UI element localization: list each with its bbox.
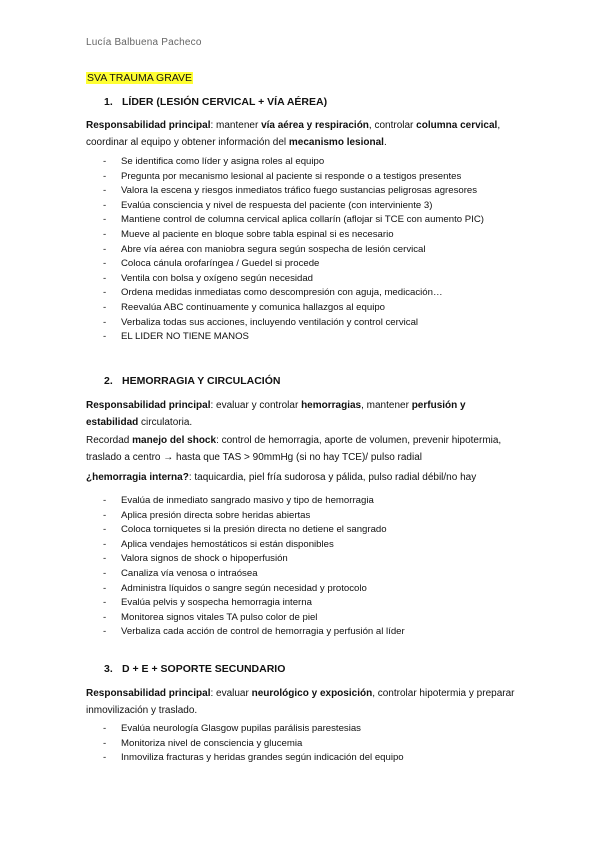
list-item: - Evalúa consciencia y nivel de respuesta del paciente (con interviniente 3)	[103, 199, 433, 211]
list-item: - Ventila con bolsa y oxígeno según necesidad	[103, 272, 314, 284]
section-3-list	[103, 722, 404, 766]
list-item: - Coloca torniquetes si la presión directa no detiene el sangrado	[103, 524, 387, 536]
list-item: - EL LIDER NO TIENE MANOS	[103, 331, 249, 343]
list-item: - Coloca cánula orofaríngea / Guedel si procede	[103, 258, 320, 270]
list-item: - Evalúa de inmediato sangrado masivo y tipo de hemorragia	[103, 495, 374, 506]
list-item: - Evalúa pelvis y sospecha hemorragia interna	[103, 597, 312, 609]
section-2-heading: 2. HEMORRAGIA Y CIRCULACIÓN	[104, 375, 281, 387]
document-title: SVA TRAUMA GRAVE	[87, 72, 193, 84]
list-item: - Reevalúa ABC continuamente y comunica hallazgos al equipo	[103, 301, 385, 313]
shock-management-note: Recordad manejo del shock: control de hemorragia, aporte de volumen, prevenir hipotermia, traslado a centro → hasta que TAS > 90mmHg (si no hay TCE)/ pulso radial	[86, 435, 502, 463]
internal-hemorrhage-note: ¿hemorragia interna?: taquicardia, piel fría sudorosa y pálida, pulso radial débil/no hay	[86, 472, 477, 483]
list-item: - Se identifica como líder y asigna roles al equipo	[103, 156, 325, 167]
list-item: - Verbaliza cada acción de control de hemorragia y perfusión al líder	[103, 626, 405, 638]
list-item: - Mantiene control de columna cervical aplica collarín (aflojar si TCE con aumento PIC)	[103, 214, 484, 226]
section-1-heading: 1. LÍDER (LESIÓN CERVICAL + VÍA AÉREA)	[104, 96, 328, 108]
list-item: - Aplica vendajes hemostáticos si están disponibles	[103, 538, 334, 550]
list-item: - Administra líquidos o sangre según necesidad y protocolo	[103, 582, 367, 594]
section-3-responsibility: Responsabilidad principal: evaluar neurológico y exposición, controlar hipotermia y preparar inmovilización y traslado.	[86, 688, 515, 716]
section-3-heading: 3. D + E + SOPORTE SECUNDARIO	[104, 663, 286, 675]
list-item: - Valora signos de shock o hipoperfusión	[103, 553, 288, 565]
list-item: - Aplica presión directa sobre heridas abiertas	[103, 509, 311, 521]
section-1-responsibility: Responsabilidad principal: mantener vía aérea y respiración, controlar columna cervical, coordinar al equipo y obtener información del mecanismo lesional.	[86, 120, 501, 148]
list-item: - Inmoviliza fracturas y heridas grandes según indicación del equipo	[103, 752, 404, 764]
list-item: - Pregunta por mecanismo lesional al paciente si responde o a testigos presentes	[103, 170, 462, 182]
author-header: Lucía Balbuena Pacheco	[86, 37, 202, 48]
list-item: - Monitorea signos vitales TA pulso color de piel	[103, 611, 318, 623]
list-item: - Valora la escena y riesgos inmediatos tráfico fuego sustancias peligrosas agresores	[103, 185, 478, 197]
list-item: - Monitoriza nivel de consciencia y glucemia	[103, 737, 303, 749]
list-item: - Abre vía aérea con maniobra segura según sospecha de lesión cervical	[103, 243, 426, 255]
section-2-responsibility: Responsabilidad principal: evaluar y controlar hemorragias, mantener perfusión y estabilidad circulatoria.	[86, 400, 466, 428]
section-1-list	[103, 155, 484, 345]
list-item: - Ordena medidas inmediatas como descompresión con aguja, medicación…	[103, 287, 443, 299]
list-item: - Mueve al paciente en bloque sobre tabla espinal si es necesario	[103, 228, 394, 240]
list-item: - Canaliza vía venosa o intraósea	[103, 567, 258, 579]
list-item: - Verbaliza todas sus acciones, incluyendo ventilación y control cervical	[103, 316, 419, 328]
section-2-list	[103, 494, 405, 640]
list-item: - Evalúa neurología Glasgow pupilas parálisis parestesias	[103, 723, 361, 734]
